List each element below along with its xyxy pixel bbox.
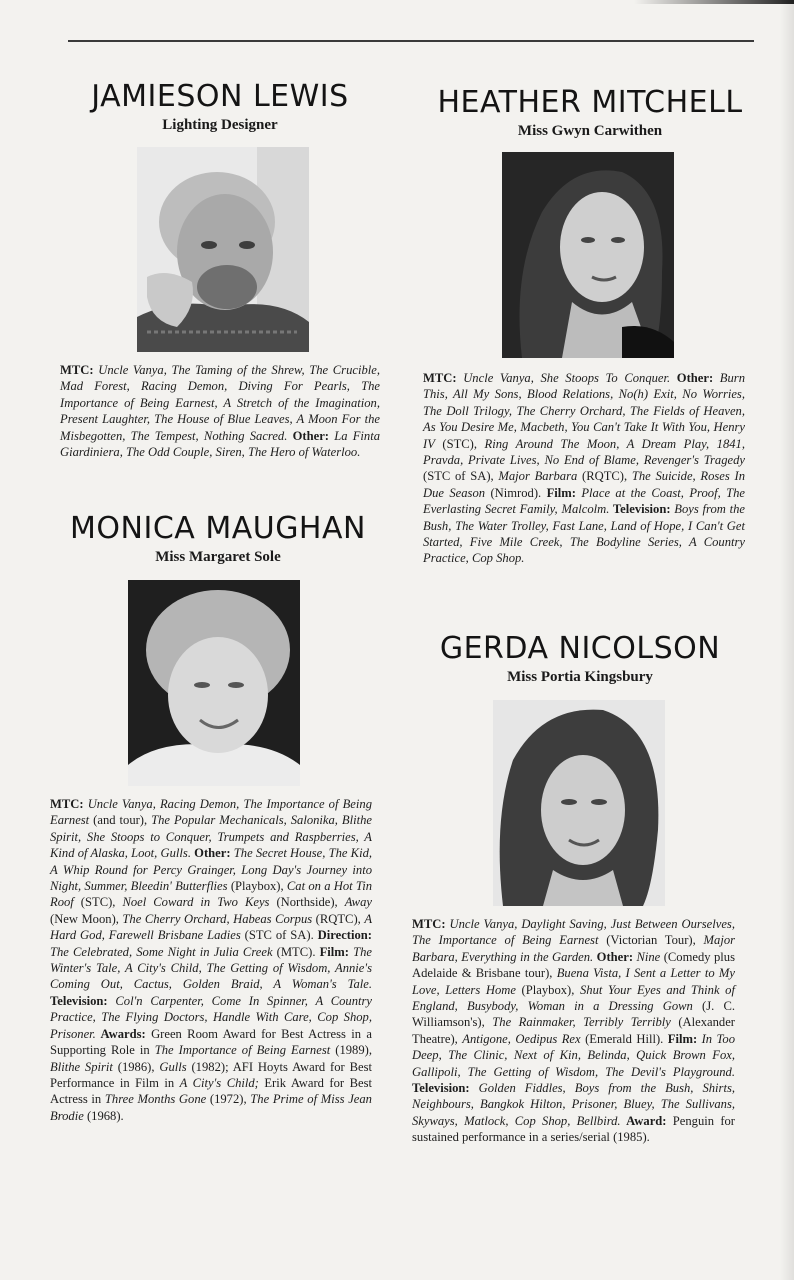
credit-text: (STC of SA).: [240, 928, 314, 943]
credit-text: (Alexander Theatre),: [412, 1015, 736, 1046]
credit-text: Golden Fiddles, Boys from the Bush, Shirts, Neighbours, Bangkok Hilton, Prisoner, Bluey, The Sullivans, Skyways, Matlock, Cop Shop, Bellbird.: [412, 1081, 735, 1128]
credit-text: Antigone, Oedipus Rex: [462, 1031, 581, 1046]
credit-text: Col'n Carpenter, Come In Spinner, A Country Practice, The Flying Doctors, Handle With Care, Cop Shop, Prisoner.: [50, 993, 372, 1041]
bio-role: Lighting Designer: [162, 117, 278, 133]
credit-category-label: Award:: [620, 1113, 667, 1128]
credit-category-label: MTC:: [412, 917, 446, 931]
credit-text: (Playbox),: [515, 982, 580, 997]
credit-text: (and tour),: [89, 813, 152, 828]
bio-role: Miss Margaret Sole: [155, 549, 281, 565]
credit-text: A City's Child;: [179, 1075, 259, 1090]
page-edge-shadow: [634, 0, 794, 4]
credit-text: (STC),: [73, 895, 123, 910]
credit-text: The Cherry Orchard, Habeas Corpus: [122, 911, 313, 926]
credit-text: Uncle Vanya, The Taming of the Shrew, The Crucible, Mad Forest, Racing Demon, Diving For Pearls, The Importance of Being Earnest, A Stretch of the Imagination, Present Laughter, The House of Blue Leaves, A Moon For the Misbegotten, The Tempest, Nothing Sacred.: [60, 363, 380, 443]
credit-text: (Northside),: [269, 895, 345, 910]
credit-text: La Finta Giardiniera, The Odd Couple, Siren, The Hero of Waterloo.: [60, 428, 381, 460]
credit-category-label: Awards:: [95, 1026, 146, 1041]
headshot-photo-monica-maughan: [128, 580, 300, 786]
credit-category-label: Other:: [287, 428, 329, 443]
credit-text: Boys from the Bush, The Water Trolley, Fast Lane, Land of Hope, I Can't Get Started, Five Mile Creek, The Bodyline Series, A Country Practice, Cop Shop.: [423, 502, 745, 566]
credit-text: In Too Deep, The Clinic, Next of Kin, Belinda, Quick Brown Fox, Gallipoli, The Getting of Wisdom, The Devil's Playground.: [412, 1031, 735, 1079]
credit-category-label: Film:: [315, 944, 349, 959]
bio-credits-gerda-nicolson: [412, 916, 735, 1146]
credit-text: Place at the Coast, Proof, The Everlasting Secret Family, Malcolm.: [423, 485, 745, 517]
credit-text: Noel Coward in Two Keys: [122, 895, 270, 910]
top-rule: [68, 40, 754, 42]
headshot-photo-gerda-nicolson: [493, 700, 665, 906]
credit-text: Uncle Vanya, Daylight Saving, Just Between Ourselves, The Importance of Being Earnest: [412, 917, 735, 948]
credit-text: (1968).: [83, 1108, 124, 1123]
credit-category-label: MTC:: [60, 363, 94, 377]
credit-text: Ring Around The Moon, A Dream Play, 1841, Pravda, Private Lives, No End of Blame, Revenger's Tragedy: [423, 436, 745, 468]
bio-name: GERDA NICOLSON: [439, 631, 721, 666]
bio-name: JAMIESON LEWIS: [91, 79, 349, 114]
credit-text: Erik Award for Best Actress in: [50, 1075, 372, 1107]
credit-text: The Suicide, Roses In Due Season: [423, 469, 745, 500]
credit-text: Buena Vista, I Sent a Letter to My Love, Letters Home: [412, 966, 735, 997]
credit-text: Penguin for sustained performance in a series/serial: [412, 1113, 735, 1145]
bio-name: MONICA MAUGHAN: [70, 511, 366, 546]
credit-text: The Prime of Miss Jean Brodie: [50, 1092, 372, 1123]
credit-text: The Winter's Tale, A City's Child, The Getting of Wisdom, Annie's Coming Out, Cactus, Golden Braid, A Woman's Tale.: [50, 944, 372, 992]
credit-text: Gulls: [159, 1059, 187, 1074]
credit-text: The Rainmaker, Terribly Terribly: [492, 1015, 671, 1030]
credit-text: Uncle Vanya, Racing Demon, The Importance of Being Earnest: [50, 797, 372, 828]
credit-text: Blithe Spirit: [50, 1059, 113, 1074]
credit-text: (RQTC),: [577, 469, 632, 484]
bio-credits-heather-mitchell: [423, 370, 745, 567]
credit-text: Uncle Vanya, She Stoops To Conquer.: [456, 371, 671, 385]
credit-text: Away: [344, 895, 372, 910]
credit-text: Major Barbara, Everything in the Garden.: [412, 933, 736, 964]
credit-category-label: Other:: [670, 371, 714, 385]
credit-category-label: Film:: [663, 1031, 698, 1046]
bio-jamieson-lewis: [60, 80, 380, 134]
bio-monica-maughan: [48, 512, 388, 566]
credit-text: (Comedy plus Adelaide & Brisbane tour),: [412, 949, 736, 981]
credit-text: The Popular Mechanicals, Salonika, Blithe Spirit, She Stoops to Conquer, Trumpets and Raspberries, A Kind of Alaska, Loot, Gulls.: [50, 813, 372, 861]
credit-text: (1982); AFI Hoyts Award for Best Performance in Film in: [50, 1059, 372, 1090]
credit-text: (J. C. Williamson's),: [412, 999, 735, 1030]
credit-text: (RQTC),: [312, 911, 365, 926]
credit-text: Cat on a Hot Tin Roof: [50, 879, 372, 910]
credit-text: Burn This, All My Sons, Blood Relations, No(h) Exit, No Worries, The Doll Trilogy, The Cherry Orchard, The Fields of Heaven, As You Desire Me, Macbeth, You Can't Take It With You, Henry IV: [423, 371, 745, 451]
credit-text: The Secret House, The Kid, A Whip Round for Percy Grainger, Long Day's Journey into Night, Summer, Bleedin' Butterflies: [50, 846, 373, 894]
credit-category-label: Other:: [593, 949, 634, 964]
credit-text: (MTC).: [272, 944, 316, 959]
bio-credits-monica-maughan: [50, 796, 372, 1124]
credit-category-label: Television:: [50, 993, 108, 1008]
bio-name: HEATHER MITCHELL: [437, 85, 743, 120]
credit-text: (New Moon),: [50, 911, 123, 926]
credit-text: (1972),: [206, 1092, 251, 1107]
bio-role: Miss Portia Kingsbury: [507, 669, 653, 685]
credit-category-label: MTC:: [50, 797, 84, 811]
bio-role: Miss Gwyn Carwithen: [517, 123, 663, 139]
credit-text: The Importance of Being Earnest: [154, 1043, 331, 1058]
credit-text: (1985).: [609, 1130, 650, 1145]
bio-credits-jamieson-lewis: [60, 362, 380, 460]
credit-text: (1989),: [330, 1043, 372, 1058]
credit-text: (1986),: [112, 1059, 160, 1074]
credit-text: Nine: [633, 949, 661, 964]
credit-category-label: Television:: [609, 502, 671, 517]
bio-gerda-nicolson: [410, 632, 750, 686]
credit-category-label: Other:: [190, 846, 231, 861]
headshot-photo-heather-mitchell: [502, 152, 674, 358]
credit-text: Shut Your Eyes and Think of England, Busybody, Woman in a Dressing Gown: [412, 982, 735, 1014]
credit-category-label: Film:: [541, 485, 576, 500]
bio-heather-mitchell: [420, 86, 760, 140]
credit-text: The Celebrated, Some Night in Julia Creek: [50, 944, 273, 959]
credit-text: A Hard God, Farewell Brisbane Ladies: [50, 911, 373, 943]
credit-category-label: Television:: [412, 1081, 470, 1096]
page-gutter-shadow: [780, 0, 794, 1280]
credit-text: Three Months Gone: [104, 1092, 207, 1107]
credit-text: (Playbox),: [227, 879, 287, 894]
credit-text: (Victorian Tour),: [598, 933, 704, 948]
credit-text: (Emerald Hill).: [580, 1031, 664, 1046]
credit-category-label: Direction:: [313, 928, 372, 943]
credit-text: Green Room Award for Best Actress in a Supporting Role in: [50, 1026, 372, 1058]
headshot-photo-jamieson-lewis: [137, 147, 309, 352]
credit-text: (STC of SA),: [423, 469, 499, 484]
credit-category-label: MTC:: [423, 371, 457, 385]
credit-text: (STC),: [434, 436, 485, 451]
credit-text: Major Barbara: [498, 469, 578, 484]
credit-text: (Nimrod).: [485, 485, 542, 500]
